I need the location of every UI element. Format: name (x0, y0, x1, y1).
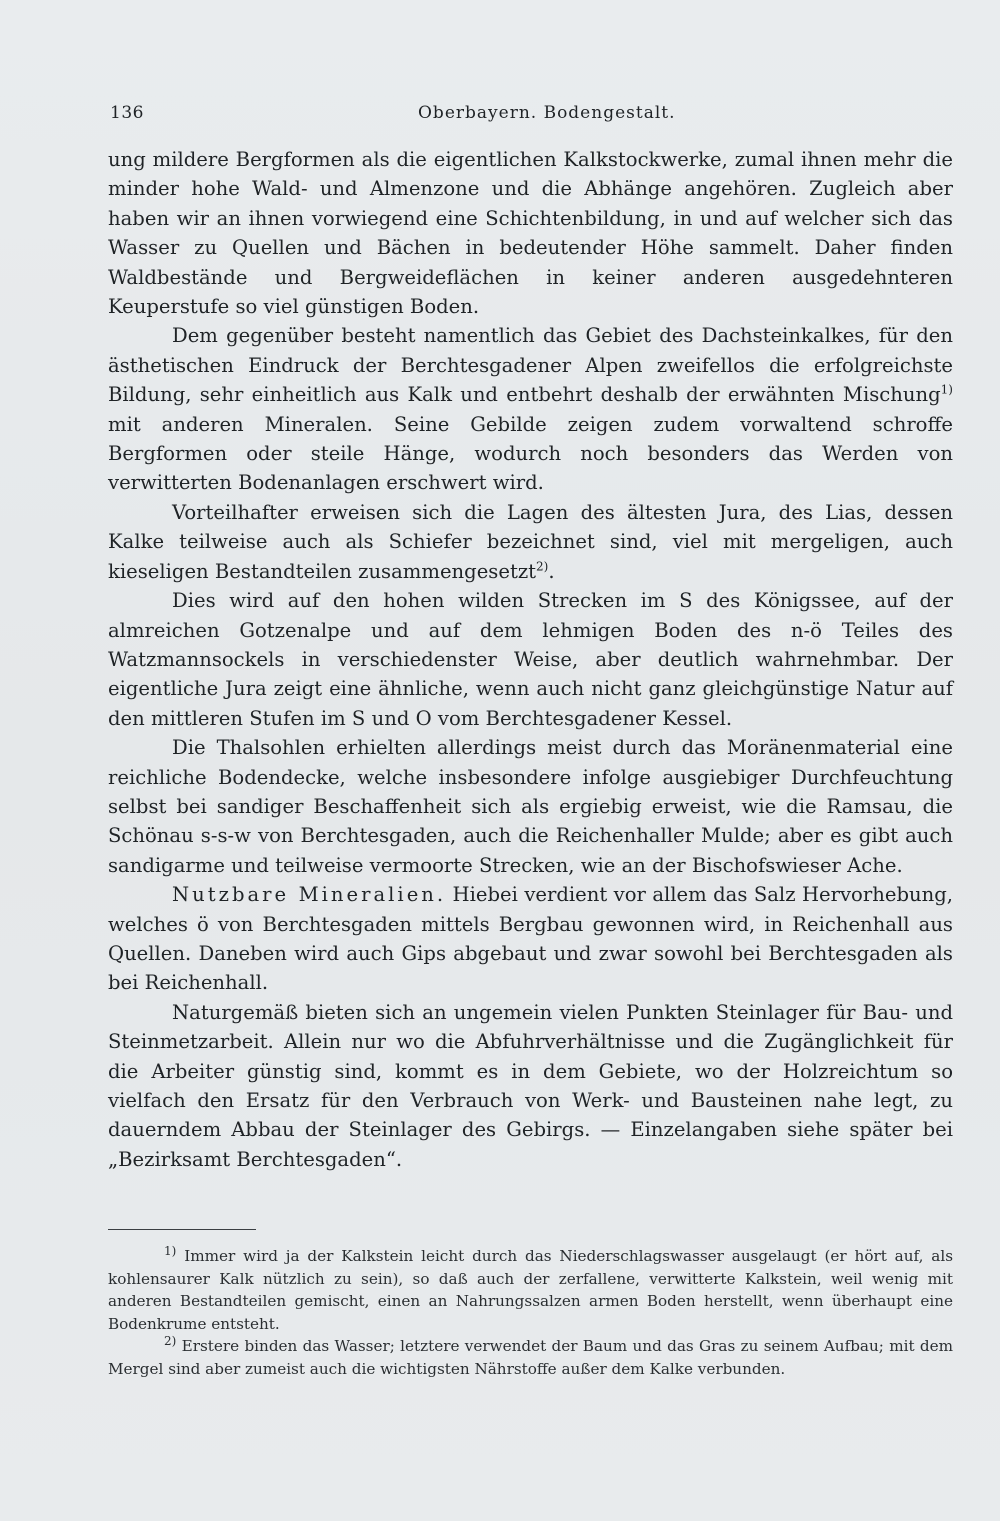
paragraph: Nutzbare Mineralien. Hiebei verdient vor allem das Salz Hervorhebung, welches ö von Berchtesgaden mittels Bergbau gewonnen wird, in Reichenhall aus Quellen. Daneben wird auch Gips abgebaut und zwar sowohl bei Berchtesgaden als bei Reichenhall. (108, 883, 953, 995)
section-heading: Nutzbare Mineralien. (172, 883, 447, 907)
paragraph: Dies wird auf den hohen wilden Strecken im S des Königssee, auf der almreichen Gotzenalpe und auf dem lehmigen Boden des n-ö Teiles des Watzmannsockels in verschiedenster Weise, aber deutlich wahrnehmbar. Der eigentliche Jura zeigt eine ähnliche, wenn auch nicht ganz gleichgünstige Natur auf den mittleren Stufen im S und O vom Berchtesgadener Kessel. (108, 589, 953, 730)
footnote-divider (108, 1229, 256, 1230)
footnote: $^{2)}$ Erstere binden das Wasser; letztere verwendet der Baum und das Gras zu seinem Aufbau; mit dem Mergel sind aber zumeist auch die wichtigsten Nährstoffe außer dem Kalke verbunden. (108, 1333, 953, 1378)
paragraph: Vorteilhafter erweisen sich die Lagen des ältesten Jura, des Lias, dessen Kalke teilweise auch als Schiefer bezeichnet sind, viel mit mergeligen, auch kieseligen Bestandteilen zusammengesetzt$^{2)}$. (108, 500, 953, 583)
paragraph: ung mildere Bergformen als die eigentlichen Kalkstockwerke, zumal ihnen mehr die minder hohe Wald- und Almenzone und die Abhänge angehören. Zugleich aber haben wir an ihnen vorwiegend eine Schichtenbildung, in und auf welcher sich das Wasser zu Quellen und Bächen in bedeutender Höhe sammelt. Daher finden Waldbestände und Bergweideflächen in keiner anderen ausgedehnteren Keuperstufe so viel günstigen Boden. (108, 148, 953, 319)
footnote-ref[interactable]: 2) (536, 559, 549, 574)
paragraph: Die Thalsohlen erhielten allerdings meist durch das Moränenmaterial eine reichliche Bodendecke, welche insbesondere infolge ausgiebiger Durchfeuchtung selbst bei sandiger Beschaffenheit sich als ergiebig erweist, wie die Ramsau, die Schönau s-s-w von Berchtesgaden, auch die Reichenhaller Mulde; aber es gibt auch sandigarme und teilweise vermoorte Strecken, wie an der Bischofswieser Ache. (108, 736, 953, 877)
paragraph: Dem gegenüber besteht namentlich das Gebiet des Dachsteinkalkes, für den ästhetischen Eindruck der Berchtesgadener Alpen zweifellos die erfolgreichste Bildung, sehr einheitlich aus Kalk und entbehrt deshalb der erwähnten Mischung$^{1)}$ mit anderen Mineralen. Seine Gebilde zeigen zudem vorwaltend schroffe Bergformen oder steile Hänge, wodurch noch besonders das Werden von verwitterten Bodenanlagen erschwert wird. (108, 324, 953, 495)
body-text (108, 145, 953, 1174)
running-head: Oberbayern. Bodengestalt. (418, 103, 676, 123)
footnotes (108, 1245, 953, 1380)
footnote: $^{1)}$ Immer wird ja der Kalkstein leicht durch das Niederschlagswasser ausgelaugt (er hört auf, als kohlensaurer Kalk nützlich zu sein), so daß auch der zerfallene, verwitterte Kalkstein, weil wenig mit anderen Bestandteilen gemischt, einen an Nahrungssalzen armen Boden herstellt, wenn überhaupt eine Bodenkrume entsteht. (108, 1243, 953, 1333)
page-header (108, 103, 898, 131)
footnote-mark: 1) (164, 1243, 177, 1258)
footnote-ref[interactable]: 1) (940, 382, 953, 397)
page-number: 136 (110, 103, 144, 123)
footnote-mark: 2) (164, 1333, 177, 1348)
paragraph: Naturgemäß bieten sich an ungemein vielen Punkten Steinlager für Bau- und Steinmetzarbeit. Allein nur wo die Abfuhrverhältnisse und die Zugänglichkeit für die Arbeiter günstig sind, kommt es in dem Gebiete, wo der Holzreichtum so vielfach den Ersatz für den Verbrauch von Werk- und Bausteinen nahe legt, zu dauerndem Abbau der Steinlager des Gebirgs. — Einzelangaben siehe später bei „Bezirksamt Berchtesgaden“. (108, 1000, 953, 1171)
